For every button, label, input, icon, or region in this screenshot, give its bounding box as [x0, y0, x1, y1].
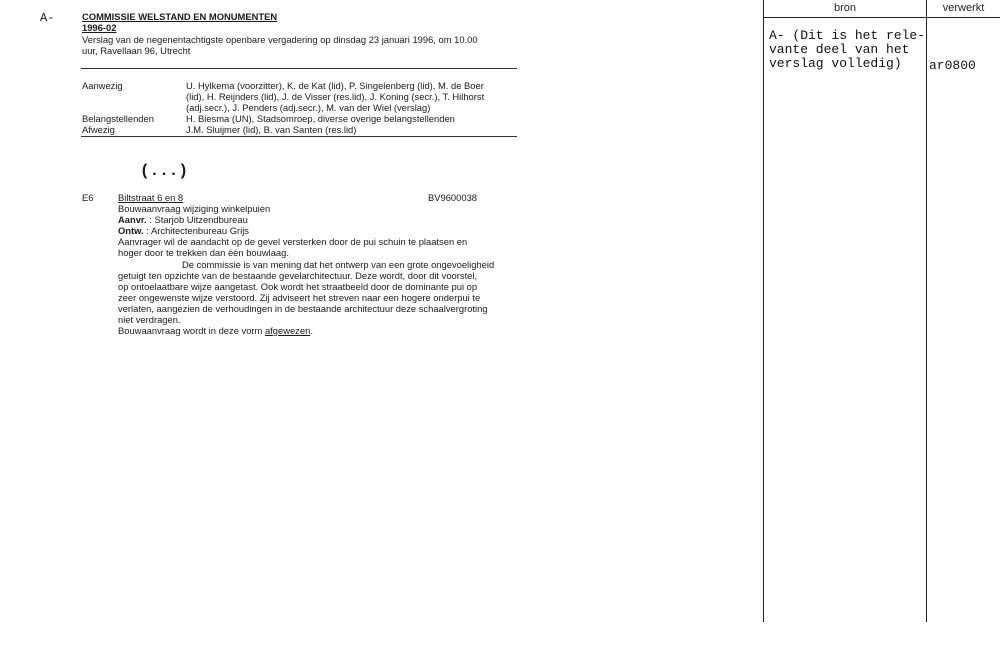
commission-line-1: De commissie is van mening dat het ontwerp van een grote ongevoeligheid — [182, 259, 495, 270]
attendance-divider — [81, 136, 517, 137]
commission-line-2: getuigt ten opzichte van de bestaande gevelarchitectuur. Deze wordt, door dit voorstel, — [118, 270, 478, 281]
subtitle-line-1: Verslag van de negenentachtigste openbare vergadering op dinsdag 23 januari 1996, om 10.00 — [82, 34, 478, 45]
present-label: Aanwezig — [82, 80, 123, 91]
ellipsis-marker: (...) — [140, 162, 189, 180]
document-title: COMMISSIE WELSTAND EN MONUMENTEN — [82, 11, 278, 22]
left-margin-marker: A- — [40, 11, 55, 25]
designer-line — [118, 225, 249, 236]
section-divider — [81, 68, 517, 69]
commission-line-4: zeer ongewenste wijze verstoord. Zij adviseert het streven naar een hogere onderpui te — [118, 292, 481, 303]
present-line-3: (adj.secr.), J. Penders (adj.secr.), M. van der Wiel (verslag) — [186, 102, 431, 113]
present-line-2: (lid), H. Reijnders (lid), J. de Visser (res.lid), J. Koning (secr.), T. Hilhorst — [186, 91, 485, 102]
applicant-label: Aanvr. — [118, 214, 147, 225]
present-line-1: U. Hylkema (voorzitter), K. de Kat (lid), P. Singelenberg (lid), M. de Boer — [186, 80, 484, 91]
applicant-value: : Starjob Uitzendbureau — [149, 214, 248, 225]
item-body-line-1: Aanvrager wil de aandacht op de gevel versterken door de pui schuin te plaatsen en — [118, 236, 468, 247]
ledger-note-line-1: A- (Dit is het rele- — [769, 28, 926, 43]
column-header-bron: bron — [833, 2, 857, 14]
designer-value: : Architectenbureau Grijs — [146, 225, 249, 236]
item-body-line-2: hoger door te trekken dan één bouwlaag. — [118, 247, 289, 258]
conclusion-suffix: . — [310, 325, 313, 336]
commission-line-5: verlaten, aangezien de verhoudingen in de bestaande architectuur deze schaalvergroting — [118, 303, 488, 314]
document-number: 1996-02 — [82, 22, 117, 33]
ledger-note-line-3: verslag volledig) — [769, 56, 902, 71]
ledger-header-rule — [763, 17, 1000, 18]
item-reference: BV9600038 — [428, 192, 478, 203]
stakeholders-text: H. Biesma (UN), Stadsomroep, diverse overige belangstellenden — [186, 113, 455, 124]
commission-line-6: niet verdragen. — [118, 314, 181, 325]
conclusion-line — [118, 325, 313, 336]
ledger-code: ar0800 — [929, 58, 976, 73]
item-address: Biltstraat 6 en 8 — [118, 192, 184, 203]
ledger-note-line-2: vante deel van het — [769, 42, 910, 57]
conclusion-verdict: afgewezen — [264, 325, 311, 336]
item-code: E6 — [82, 192, 94, 203]
item-request: Bouwaanvraag wijziging winkelpuien — [118, 203, 271, 214]
stakeholders-label: Belangstellenden — [82, 113, 154, 124]
conclusion-prefix: Bouwaanvraag wordt in deze vorm — [118, 325, 265, 336]
applicant-line — [118, 214, 248, 225]
commission-line-3: op ontoelaatbare wijze aangetast. Ook wordt het straatbeeld door de dominante pui op — [118, 281, 478, 292]
subtitle-line-2: uur, Ravellaan 96, Utrecht — [82, 45, 191, 56]
absent-text: J.M. Sluijmer (lid), B. van Santen (res.lid) — [186, 124, 357, 135]
column-header-verwerkt: verwerkt — [942, 2, 985, 14]
absent-label: Afwezig — [82, 124, 115, 135]
ledger-left-border — [763, 0, 764, 622]
designer-label: Ontw. — [118, 225, 144, 236]
ledger-column-divider — [926, 0, 927, 622]
